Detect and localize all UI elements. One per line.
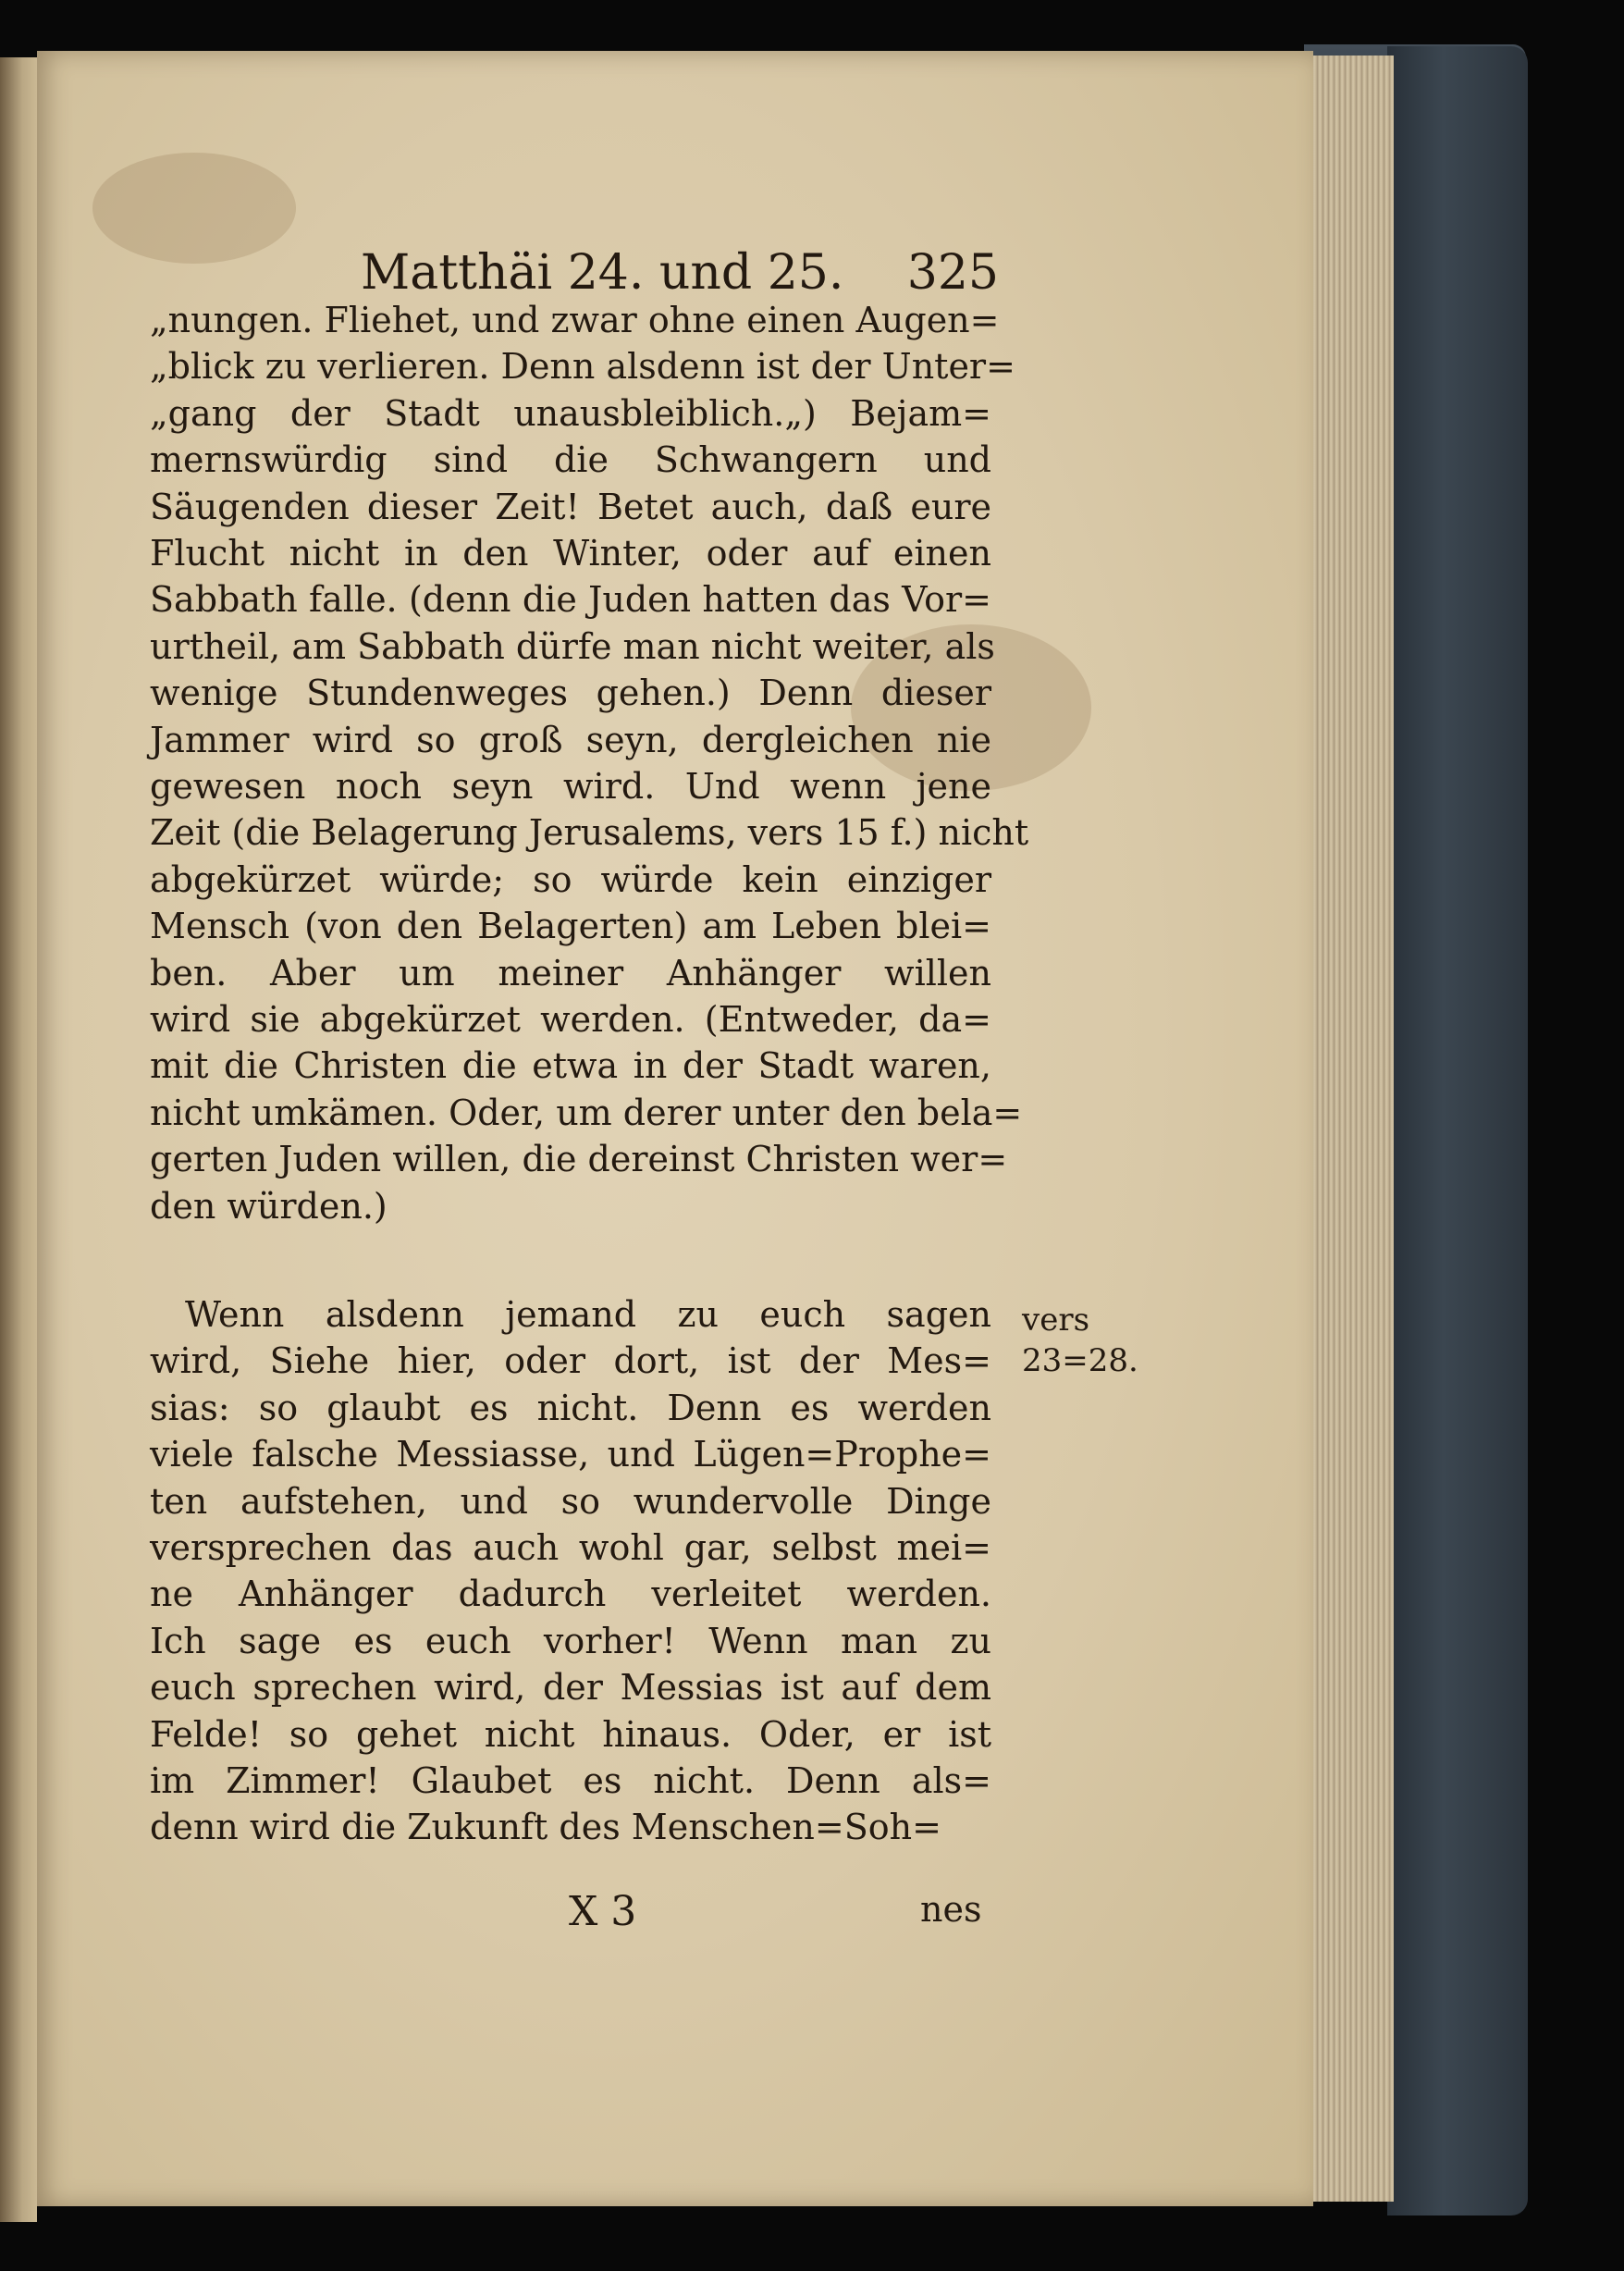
text-line: Felde! so gehet nicht hinaus. Oder, er ist [150, 1713, 991, 1755]
text-line: euch sprechen wird, der Messias ist auf dem [150, 1667, 991, 1709]
text-line: gewesen noch seyn wird. Und wenn jene [150, 766, 991, 807]
margin-note-line: 23=28. [1022, 1342, 1138, 1379]
text-line: mernswürdig sind die Schwangern und [150, 439, 991, 481]
text-line: Mensch (von den Belagerten) am Leben blei= [150, 906, 991, 947]
text-line: im Zimmer! Glaubet es nicht. Denn als= [150, 1760, 991, 1801]
text-line: ne Anhänger dadurch verleitet werden. [150, 1574, 991, 1615]
text-line: Zeit (die Belagerung Jerusalems, vers 15 f.) nicht [150, 812, 1029, 854]
text-line: „nungen. Fliehet, und zwar ohne einen Augen= [150, 300, 1000, 340]
text-line: ten aufstehen, und so wundervolle Dinge [150, 1480, 991, 1522]
facing-page-edge [0, 57, 37, 2222]
page-number: 325 [906, 245, 999, 301]
text-line: viele falsche Messiasse, und Lügen=Prophe= [150, 1434, 991, 1475]
paper-stain [92, 153, 296, 264]
text-line: denn wird die Zukunft des Menschen=Soh= [150, 1807, 941, 1848]
catchword: nes [920, 1889, 982, 1930]
book-page [37, 51, 1313, 2206]
text-line: abgekürzet würde; so würde kein einziger [150, 858, 991, 900]
book-cover [1387, 46, 1528, 2215]
text-line: Ich sage es euch vorher! Wenn man zu [150, 1620, 991, 1661]
margin-note-line: vers [1022, 1302, 1090, 1339]
text-line: den würden.) [150, 1185, 388, 1227]
text-line: Sabbath falle. (denn die Juden hatten das Vor= [150, 579, 991, 621]
text-line: nicht umkämen. Oder, um derer unter den bela= [150, 1092, 1023, 1133]
text-line: ben. Aber um meiner Anhänger willen [150, 952, 991, 994]
text-line: „gang der Stadt unausbleiblich.„) Bejam= [150, 392, 991, 434]
text-line: wird, Siehe hier, oder dort, ist der Mes= [150, 1340, 991, 1382]
text-line: mit die Christen die etwa in der Stadt waren, [150, 1045, 991, 1087]
signature-mark: X 3 [569, 1888, 637, 1935]
running-title: Matthäi 24. und 25. [361, 245, 844, 301]
text-line: „blick zu verlieren. Denn alsdenn ist der Unter= [150, 346, 1015, 388]
text-line: urtheil, am Sabbath dürfe man nicht weiter, als [150, 625, 995, 667]
text-line: sias: so glaubt es nicht. Denn es werden [150, 1387, 991, 1428]
text-line: Flucht nicht in den Winter, oder auf einen [150, 533, 991, 574]
text-line: wird sie abgekürzet werden. (Entweder, da= [150, 999, 991, 1040]
text-line: Jammer wird so groß seyn, dergleichen nie [150, 719, 991, 760]
margin-note [1022, 1300, 1138, 1381]
text-line: Wenn alsdenn jemand zu euch sagen [185, 1294, 991, 1335]
text-line: versprechen das auch wohl gar, selbst mei= [150, 1527, 991, 1568]
text-line: wenige Stundenweges gehen.) Denn dieser [150, 673, 991, 714]
text-line: gerten Juden willen, die dereinst Christen wer= [150, 1139, 1008, 1180]
text-line: Säugenden dieser Zeit! Betet auch, daß eure [150, 486, 991, 527]
